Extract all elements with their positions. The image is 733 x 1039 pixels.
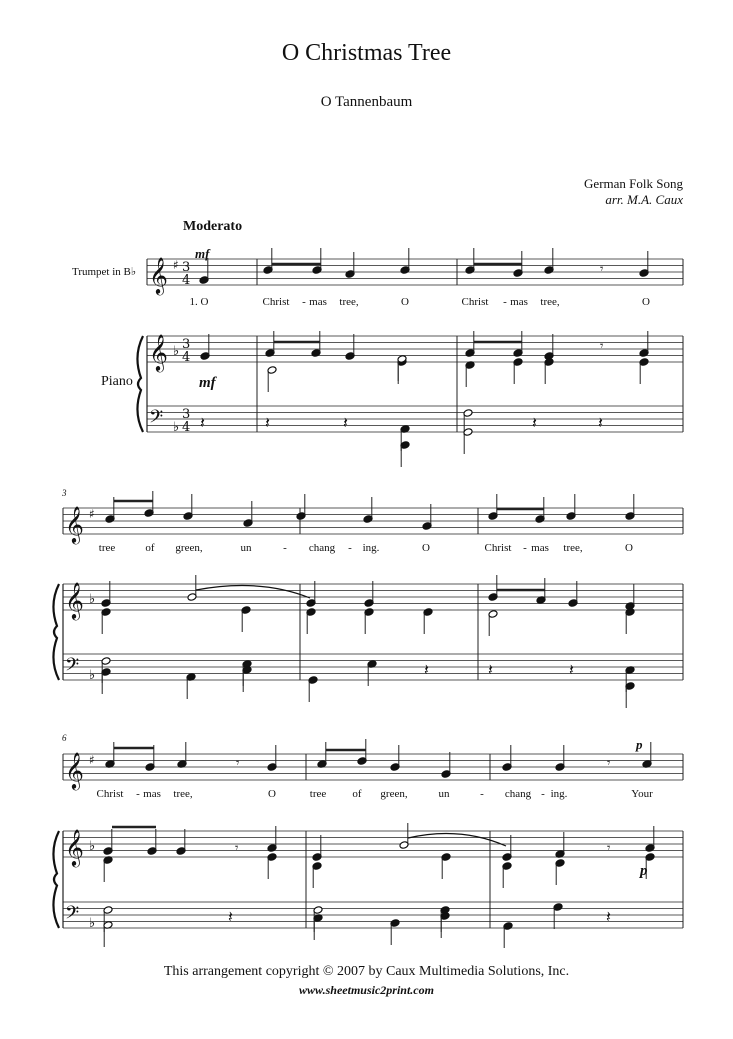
composer-credit: German Folk Song	[584, 176, 683, 191]
time-signature: 3	[182, 337, 191, 352]
rest-icon: 𝄽	[532, 413, 537, 432]
rest-icon: 𝄾	[235, 841, 239, 856]
lyric-syllable: un	[240, 542, 252, 554]
rest-icon: 𝄽	[265, 413, 270, 432]
song-title: O Christmas Tree	[281, 40, 452, 66]
lyric-syllable: Christ	[484, 542, 512, 554]
lyric-syllable: mas	[531, 542, 549, 554]
rest-icon: 𝄾	[607, 841, 611, 856]
lyric-syllable: mas	[510, 296, 528, 308]
lyric-syllable: ing.	[550, 788, 568, 800]
flat-icon: ♭	[89, 839, 96, 854]
treble-clef-icon: 𝄞	[65, 505, 84, 543]
lyric-hyphen: -	[480, 788, 484, 800]
lyric-hyphen: -	[283, 542, 287, 554]
treble-clef-icon: 𝄞	[65, 751, 84, 789]
time-signature: 4	[182, 350, 191, 365]
brace-icon	[137, 336, 143, 432]
tempo-marking: Moderato	[183, 219, 243, 234]
lyric-syllable: chang	[308, 542, 336, 554]
lyric-syllable: O	[625, 542, 633, 554]
lyric-syllable: tree	[98, 542, 116, 554]
rest-icon: 𝄾	[600, 339, 604, 354]
lyric-syllable: O	[268, 788, 276, 800]
flat-icon: ♭	[89, 668, 96, 683]
brace-icon	[53, 584, 59, 680]
rest-icon: 𝄽	[200, 413, 205, 432]
rest-icon: 𝄽	[569, 660, 574, 679]
flat-icon: ♭	[173, 344, 180, 359]
rest-icon: 𝄾	[607, 756, 611, 771]
lyric-syllable: O	[401, 296, 409, 308]
lyric-syllable: green,	[175, 542, 203, 554]
lyric-syllable: tree,	[563, 542, 583, 554]
rest-icon: 𝄽	[343, 413, 348, 432]
rest-icon: 𝄽	[606, 907, 611, 926]
lyric-hyphen: -	[523, 542, 527, 554]
lyric-hyphen: -	[541, 788, 545, 800]
bass-clef-icon: 𝄢	[149, 407, 164, 432]
rest-icon: 𝄽	[424, 660, 429, 679]
dynamic-marking: p	[636, 737, 643, 752]
lyric-syllable: tree,	[540, 296, 560, 308]
rest-icon: 𝄽	[598, 413, 603, 432]
website-link[interactable]: www.sheetmusic2print.com	[299, 983, 434, 997]
song-subtitle: O Tannenbaum	[320, 94, 413, 110]
rest-icon: 𝄾	[236, 756, 240, 771]
flat-icon: ♭	[89, 592, 96, 607]
time-signature: 4	[182, 420, 191, 435]
instrument-label-trumpet: Trumpet in B♭	[72, 266, 137, 278]
lyric-syllable: O	[422, 542, 430, 554]
lyric-syllable: Christ	[262, 296, 290, 308]
treble-clef-icon: 𝄞	[65, 828, 84, 866]
lyric-syllable: un	[438, 788, 450, 800]
dynamic-marking: mf	[199, 375, 216, 391]
lyric-syllable: mas	[143, 788, 161, 800]
lyric-hyphen: -	[136, 788, 140, 800]
lyric-syllable: Christ	[96, 788, 124, 800]
flat-icon: ♭	[89, 916, 96, 931]
lyric-hyphen: -	[302, 296, 306, 308]
lyric-syllable: tree	[309, 788, 327, 800]
rest-icon: 𝄾	[600, 262, 604, 277]
dynamic-marking: mf	[195, 246, 210, 261]
sharp-icon: ♯	[89, 507, 95, 521]
time-signature: 3	[182, 407, 191, 422]
brace-icon	[53, 831, 59, 928]
copyright-notice: This arrangement copyright © 2007 by Caux Multimedia Solutions, Inc.	[163, 964, 570, 979]
measure-number: 3	[62, 488, 67, 498]
lyric-syllable: O	[642, 296, 650, 308]
treble-clef-icon: 𝄞	[149, 256, 168, 294]
lyric-syllable: ing.	[362, 542, 380, 554]
treble-clef-icon: 𝄞	[149, 333, 168, 371]
lyric-syllable: Your	[631, 788, 653, 800]
tie	[196, 586, 310, 599]
lyric-syllable: green,	[380, 788, 408, 800]
rest-icon: 𝄽	[488, 660, 493, 679]
bass-clef-icon: 𝄢	[65, 903, 80, 928]
lyric-hyphen: -	[503, 296, 507, 308]
dynamic-marking: p	[640, 863, 648, 879]
lyric-syllable: of	[145, 542, 155, 554]
measure-number: 6	[62, 733, 67, 743]
instrument-label-piano: Piano	[101, 374, 133, 389]
lyric-syllable: tree,	[173, 788, 193, 800]
lyric-syllable: chang	[504, 788, 532, 800]
sharp-icon: ♯	[173, 258, 179, 272]
lyric-syllable: tree,	[339, 296, 359, 308]
lyric-syllable: of	[352, 788, 362, 800]
lyric-syllable: mas	[309, 296, 327, 308]
lyric-hyphen: -	[348, 542, 352, 554]
time-signature: 3	[182, 260, 191, 275]
lyric-syllable: 1. O	[189, 296, 209, 308]
treble-clef-icon: 𝄞	[65, 581, 84, 619]
rest-icon: 𝄽	[228, 907, 233, 926]
time-signature: 4	[182, 273, 191, 288]
lyric-syllable: Christ	[461, 296, 489, 308]
sharp-icon: ♯	[89, 753, 95, 767]
flat-icon: ♭	[173, 420, 180, 435]
bass-clef-icon: 𝄢	[65, 655, 80, 680]
arranger-credit: arr. M.A. Caux	[605, 192, 683, 207]
